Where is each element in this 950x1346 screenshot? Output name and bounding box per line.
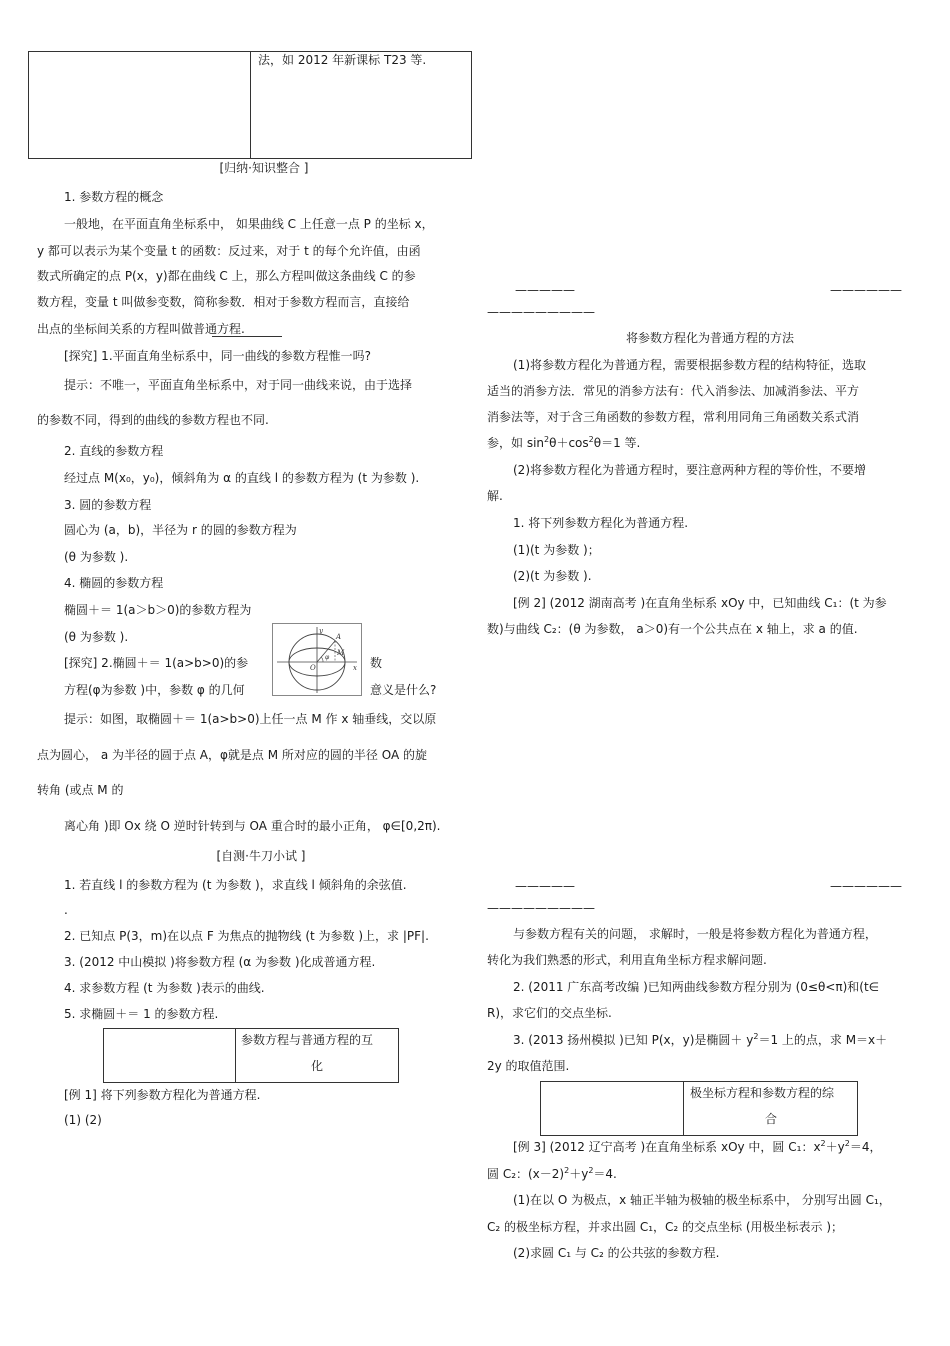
practice-3-sup: 2 bbox=[753, 1032, 759, 1041]
explore1-question: [探究] 1.平面直角坐标系中，同一曲线的参数方程惟一吗? bbox=[64, 349, 371, 363]
example-3-l2-mid: ＋y bbox=[569, 1167, 589, 1181]
example-3-l1-post: ＝4， bbox=[849, 1140, 882, 1154]
example-3-l1-pre: [例 3] (2012 辽宁高考 )在直角坐标系 xOy 中，圆 C₁：x bbox=[513, 1140, 821, 1154]
question-1-dot: . bbox=[64, 903, 68, 917]
explore2-ans-l4: 离心角 )即 Ox 绕 O 逆时针转到与 OA 重合时的最小正角， φ∈[0,2π). bbox=[64, 819, 441, 833]
explore1-answer-l1: 提示：不唯一，平面直角坐标系中，对于同一曲线来说，由于选择 bbox=[64, 378, 413, 392]
s1-line4: 数方程，变量 t 叫做参变数，简称参数．相对于参数方程而言，直接给 bbox=[37, 295, 410, 309]
example-1-parts: (1) (2) bbox=[64, 1113, 102, 1127]
section-header-summary: [归纳·知识整合 ] bbox=[219, 161, 309, 175]
s1-line2: y 都可以表示为某个变量 t 的函数：反过来，对于 t 的每个允许值，由函 bbox=[37, 244, 421, 258]
example-3-part1-l2: C₂ 的极坐标方程，并求出圆 C₁，C₂ 的交点坐标 (用极坐标表示 )； bbox=[487, 1220, 844, 1234]
example-3-l2 bbox=[487, 1166, 617, 1182]
example-2-l2: 数)与曲线 C₂：(θ 为参数， a＞0)有一个公共点在 x 轴上，求 a 的值. bbox=[487, 622, 858, 636]
fig-label-x: x bbox=[353, 664, 357, 672]
method-1-l4-sup-a: 2 bbox=[544, 435, 550, 444]
question-5: 5. 求椭圆＋＝ 1 的参数方程. bbox=[64, 1007, 219, 1021]
fig-label-phi: φ bbox=[325, 654, 330, 661]
topic-table-conversion-divider bbox=[235, 1028, 236, 1083]
example-3-l2-post: ＝4. bbox=[593, 1167, 617, 1181]
example-3-part1-l1: (1)在以 O 为极点，x 轴正半轴为极轴的极坐标系中， 分别写出圆 C₁， bbox=[513, 1193, 891, 1207]
dashes-1-left: ————— bbox=[515, 283, 575, 297]
method-1-l4 bbox=[487, 435, 640, 451]
explore2-a: [探究] 2.椭圆＋＝ 1(a>b>0)的参 bbox=[64, 656, 249, 670]
example-3-sup-a: 2 bbox=[820, 1139, 826, 1148]
topic-table-polar-l1: 极坐标方程和参数方程的综 bbox=[690, 1086, 835, 1100]
method-1-l4-mid: θ＋cos bbox=[549, 436, 589, 450]
s1-title: 1. 参数方程的概念 bbox=[64, 190, 164, 204]
practice-3-l2: 2y 的取值范围. bbox=[487, 1059, 570, 1073]
s4-title: 4. 椭圆的参数方程 bbox=[64, 576, 164, 590]
explore2-ans-l1: 提示：如图，取椭圆＋＝ 1(a>b>0)上任一点 M 作 x 轴垂线，交以原 bbox=[64, 712, 437, 726]
topic-table-polar-divider bbox=[683, 1081, 684, 1136]
s2-line1: 经过点 M(x₀，y₀)，倾斜角为 α 的直线 l 的参数方程为 (t 为参数 ). bbox=[64, 471, 420, 485]
practice-3-l1 bbox=[513, 1032, 887, 1048]
method-1-l4-sup-b: 2 bbox=[588, 435, 594, 444]
s1-line3: 数式所确定的点 P(x，y)都在曲线 C 上，那么方程叫做这条曲线 C 的参 bbox=[37, 269, 416, 283]
method-1-l3: 消参法等，对于含三角函数的参数方程，常利用同角三角函数关系式消 bbox=[487, 410, 860, 424]
example-3-l1 bbox=[513, 1139, 881, 1155]
topic-table-conversion-l1: 参数方程与普通方程的互 bbox=[241, 1033, 374, 1047]
question-4: 4. 求参数方程 (t 为参数 )表示的曲线. bbox=[64, 981, 265, 995]
practice-2-l2: R)，求它们的交点坐标. bbox=[487, 1006, 612, 1020]
method-title: 将参数方程化为普通方程的方法 bbox=[625, 331, 794, 345]
explore2-c: 方程(φ为参数 )中，参数 φ 的几何 bbox=[64, 683, 245, 697]
s3-line2: (θ 为参数 ). bbox=[64, 550, 129, 564]
explore2-ans-l3: 转角 (或点 M 的 bbox=[37, 783, 124, 797]
explore2-d: 意义是什么? bbox=[370, 683, 437, 697]
example-1: [例 1] 将下列参数方程化为普通方程. bbox=[64, 1088, 261, 1102]
practice-1-b: (2)(t 为参数 ). bbox=[513, 569, 592, 583]
practice-3-l1-pre: 3. (2013 扬州模拟 )已知 P(x，y)是椭圆＋ y bbox=[513, 1033, 754, 1047]
dashes-1-right: —————— bbox=[830, 283, 902, 297]
s3-line1: 圆心为 (a，b)，半径为 r 的圆的参数方程为 bbox=[64, 523, 297, 537]
s4-line1: 椭圆＋＝ 1(a＞b＞0)的参数方程为 bbox=[64, 603, 252, 617]
example-2-l1: [例 2] (2012 湖南高考 )在直角坐标系 xOy 中，已知曲线 C₁：(t 为参 bbox=[513, 596, 887, 610]
practice-1: 1. 将下列参数方程化为普通方程. bbox=[513, 516, 689, 530]
topic-table-conversion-l2: 化 bbox=[310, 1059, 323, 1073]
s2-title: 2. 直线的参数方程 bbox=[64, 444, 164, 458]
top-table-right-cell: 法，如 2012 年新课标 T23 等. bbox=[258, 53, 427, 67]
explore2-b: 数 bbox=[370, 656, 383, 670]
example-3-l1-mid: ＋y bbox=[825, 1140, 845, 1154]
method-1-l4-post: θ＝1 等. bbox=[593, 436, 641, 450]
explore1-answer-l2: 的参数不同，得到的曲线的参数方程也不同. bbox=[37, 413, 269, 427]
example-3-sup-b: 2 bbox=[844, 1139, 850, 1148]
question-2: 2. 已知点 P(3，m)在以点 F 为焦点的抛物线 (t 为参数 )上，求 |PF|. bbox=[64, 929, 429, 943]
s1-line5: 出点的坐标间关系的方程叫做普通方程. bbox=[37, 322, 245, 336]
s4-line2: (θ 为参数 ). bbox=[64, 630, 129, 644]
s1-underline bbox=[212, 336, 282, 337]
explore2-ans-l2: 点为圆心， a 为半径的圆于点 A，φ就是点 M 所对应的圆的半径 OA 的旋 bbox=[37, 748, 427, 762]
ellipse-diagram bbox=[273, 624, 361, 695]
remark-l2: 转化为我们熟悉的形式，利用直角坐标方程求解问题. bbox=[487, 953, 767, 967]
method-1-l2: 适当的消参方法．常见的消参方法有：代入消参法、加减消参法、平方 bbox=[487, 384, 860, 398]
s1-line1: 一般地，在平面直角坐标系中， 如果曲线 C 上任意一点 P 的坐标 x， bbox=[64, 217, 434, 231]
fig-label-m: M bbox=[337, 649, 345, 657]
practice-2-l1: 2. (2011 广东高考改编 )已知两曲线参数方程分别为 (0≤θ<π)和(t∈ bbox=[513, 980, 880, 994]
fig-label-y: y bbox=[319, 627, 323, 635]
remark-l1: 与参数方程有关的问题， 求解时，一般是将参数方程化为普通方程， bbox=[513, 927, 877, 941]
method-2-l1: (2)将参数方程化为普通方程时，要注意两种方程的等价性，不要增 bbox=[513, 463, 867, 477]
top-table-divider bbox=[250, 51, 251, 159]
dashes-2-right: —————— bbox=[830, 879, 902, 893]
question-1: 1. 若直线 l 的参数方程为 (t 为参数 )，求直线 l 倾斜角的余弦值. bbox=[64, 878, 407, 892]
example-3-sup-d: 2 bbox=[588, 1166, 594, 1175]
practice-3-l1-post: ＝1 上的点，求 M＝x＋ bbox=[758, 1033, 888, 1047]
dashes-2-line2: ————————— bbox=[487, 901, 595, 915]
section-header-selftest: [自测·牛刀小试 ] bbox=[216, 849, 306, 863]
s3-title: 3. 圆的参数方程 bbox=[64, 498, 152, 512]
practice-1-a: (1)(t 为参数 )； bbox=[513, 543, 600, 557]
method-1-l1: (1)将参数方程化为普通方程，需要根据参数方程的结构特征，选取 bbox=[513, 358, 867, 372]
method-2-l2: 解. bbox=[487, 489, 503, 503]
fig-label-a: A bbox=[336, 633, 342, 641]
question-3: 3. (2012 中山模拟 )将参数方程 (α 为参数 )化成普通方程. bbox=[64, 955, 376, 969]
topic-table-polar-l2: 合 bbox=[764, 1112, 777, 1126]
dashes-2-left: ————— bbox=[515, 879, 575, 893]
example-3-l2-pre: 圆 C₂：(x－2) bbox=[487, 1167, 565, 1181]
dashes-1-line2: ————————— bbox=[487, 305, 595, 319]
example-3-part2: (2)求圆 C₁ 与 C₂ 的公共弦的参数方程. bbox=[513, 1246, 720, 1260]
example-3-sup-c: 2 bbox=[564, 1166, 570, 1175]
method-1-l4-pre: 参，如 sin bbox=[487, 436, 545, 450]
fig-label-o: O bbox=[310, 664, 316, 672]
ellipse-figure bbox=[272, 623, 362, 696]
